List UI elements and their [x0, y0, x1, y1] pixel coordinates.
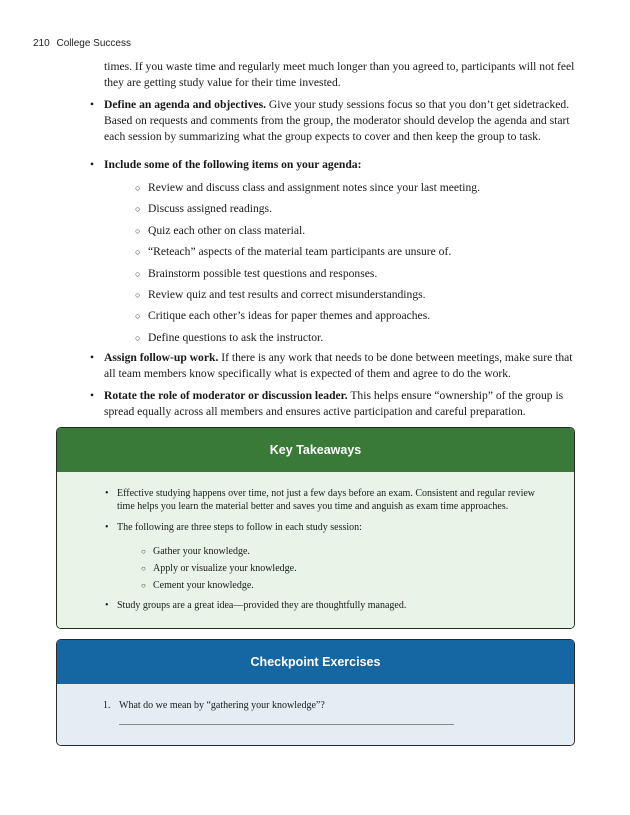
key-takeaways-title: Key Takeaways — [57, 428, 574, 472]
bullet-assign-followup: • Assign follow-up work. If there is any work that needs to be done between meetings, make sure that all team members know specifically what is expected of them and agree to do the work. — [90, 351, 573, 380]
bullet-include-items: • Include some of the following items on your agenda: — [90, 158, 362, 171]
page-header — [33, 38, 131, 49]
page-number: 210 — [33, 38, 50, 49]
list-item: ○ “Reteach” aspects of the material team participants are unsure of. — [135, 245, 452, 259]
key-takeaways-body — [57, 472, 574, 628]
checkpoint-exercises-title: Checkpoint Exercises — [57, 640, 574, 684]
bullet-dot: • — [90, 158, 95, 171]
checkpoint-exercises-box — [56, 639, 575, 746]
takeaway-item: • The following are three steps to follow in each study session: — [105, 522, 362, 533]
takeaway-step: ○ Apply or visualize your knowledge. — [141, 563, 297, 574]
answer-line[interactable] — [119, 724, 454, 725]
list-item: ○ Review and discuss class and assignment notes since your last meeting. — [135, 181, 480, 194]
book-title: College Success — [56, 38, 131, 49]
bullet-rotate-moderator: • Rotate the role of moderator or discussion leader. This helps ensure “ownership” of the group is spread equally across all members and ensures active participation and careful preparation. — [90, 389, 564, 418]
takeaway-item: • Study groups are a great idea—provided they are thoughtfully managed. — [105, 600, 407, 611]
bullet-dot: • — [90, 351, 95, 364]
list-item: ○ Discuss assigned readings. — [135, 202, 272, 216]
list-item: ○ Critique each other’s ideas for paper themes and approaches. — [135, 309, 431, 323]
takeaway-item: • Effective studying happens over time, not just a few days before an exam. Consistent and regular review time helps you learn the material better and saves you time and anguish as exam time approaches. — [105, 488, 536, 512]
agenda-items-list — [135, 180, 480, 351]
list-item: ○ Brainstorm possible test questions and responses. — [135, 266, 378, 280]
checkpoint-exercises-body — [57, 684, 574, 745]
list-item: ○ Quiz each other on class material. — [135, 223, 306, 237]
bullet-define-agenda: • Define an agenda and objectives. Give your study sessions focus so that you don’t get sidetracked. Based on requests and comments from the group, the moderator should develop the agenda and start each session by summarizing what the group expects to cover and then keep the group to task. — [90, 98, 570, 143]
exercise-question: 1. What do we mean by “gathering your knowledge”? — [103, 700, 325, 711]
bullet-dot: • — [90, 98, 95, 111]
list-item: ○ Review quiz and test results and correct misunderstandings. — [135, 287, 426, 301]
continuation-paragraph: times. If you waste time and regularly meet much longer than you agreed to, participants will not feel they are getting study value for their time invested. — [104, 60, 575, 89]
list-item: ○ Define questions to ask the instructor. — [135, 330, 324, 344]
key-takeaways-box — [56, 427, 575, 629]
takeaway-step: ○ Cement your knowledge. — [141, 580, 254, 591]
takeaway-step: ○ Gather your knowledge. — [141, 546, 250, 557]
bullet-dot: • — [90, 389, 95, 402]
